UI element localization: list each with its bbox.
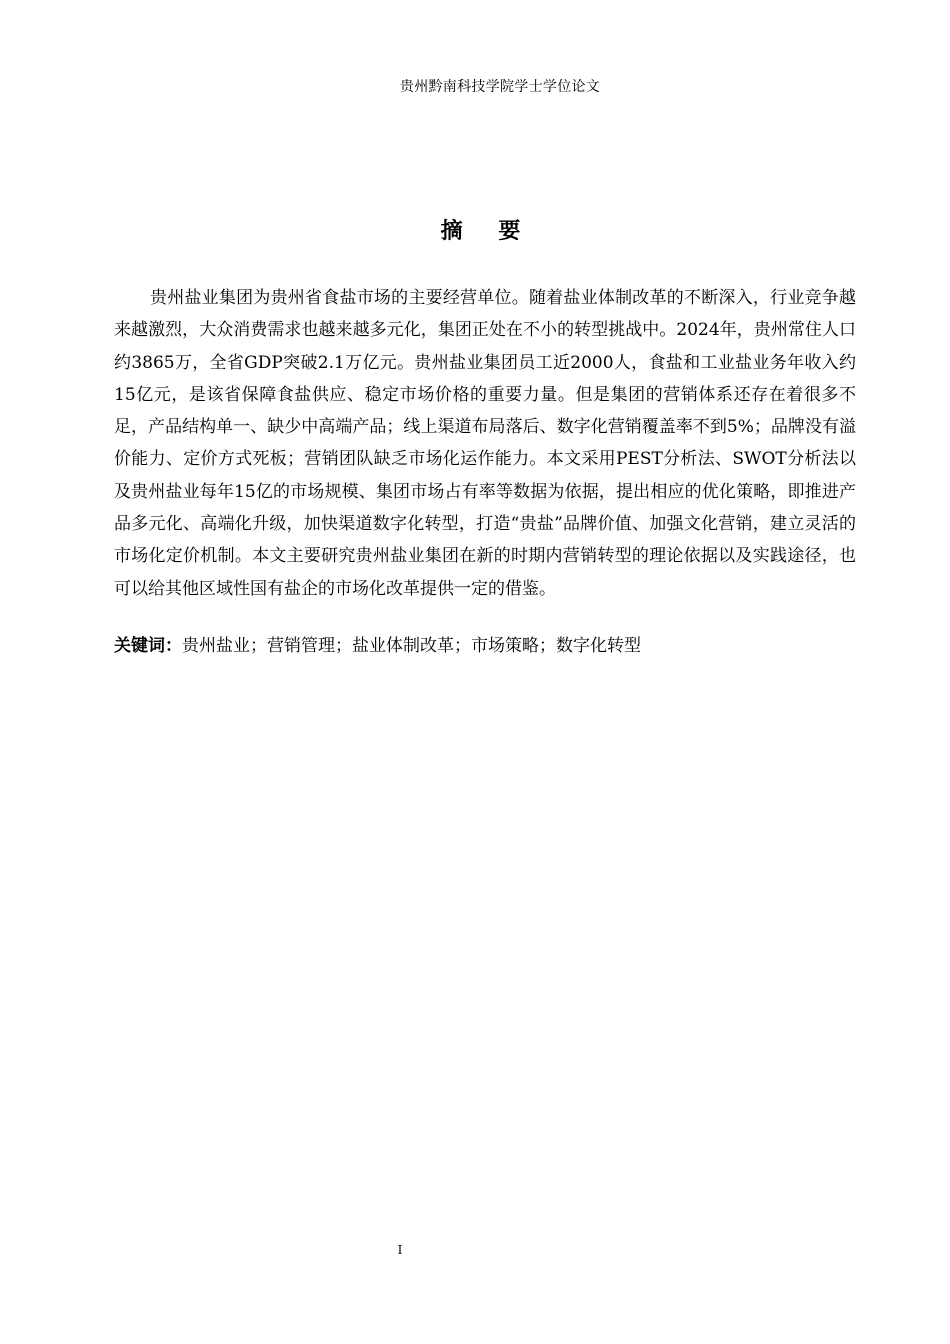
keywords-value: 贵州盐业；营销管理；盐业体制改革；市场策略；数字化转型	[182, 636, 641, 656]
page-number: I	[397, 1243, 403, 1257]
running-header: 贵州黔南科技学院学士学位论文	[399, 79, 601, 95]
abstract-body: 贵州盐业集团为贵州省食盐市场的主要经营单位。随着盐业体制改革的不断深入，行业竞争越来越激烈，大众消费需求也越来越多元化，集团正处在不小的转型挑战中。2024年，贵州常住人口约3865万，全省GDP突破2.1万亿元。贵州盐业集团员工近2000人，食盐和工业盐业务年收入约15亿元，是该省保障食盐供应、稳定市场价格的重要力量。但是集团的营销体系还存在着很多不足，产品结构单一、缺少中高端产品；线上渠道布局落后、数字化营销覆盖率不到5%；品牌没有溢价能力、定价方式死板；营销团队缺乏市场化运作能力。本文采用PEST分析法、SWOT分析法以及贵州盐业每年15亿的市场规模、集团市场占有率等数据为依据，提出相应的优化策略，即推进产品多元化、高端化升级，加快渠道数字化转型，打造“贵盐”品牌价值、加强文化营销，建立灵活的市场化定价机制。本文主要研究贵州盐业集团在新的时期内营销转型的理论依据以及实践途径，也可以给其他区域性国有盐企的市场化改革提供一定的借鉴。	[114, 288, 856, 599]
keywords-label: 关键词：	[114, 636, 182, 656]
abstract-title: 摘 要	[440, 219, 535, 244]
keywords-line	[114, 632, 856, 660]
